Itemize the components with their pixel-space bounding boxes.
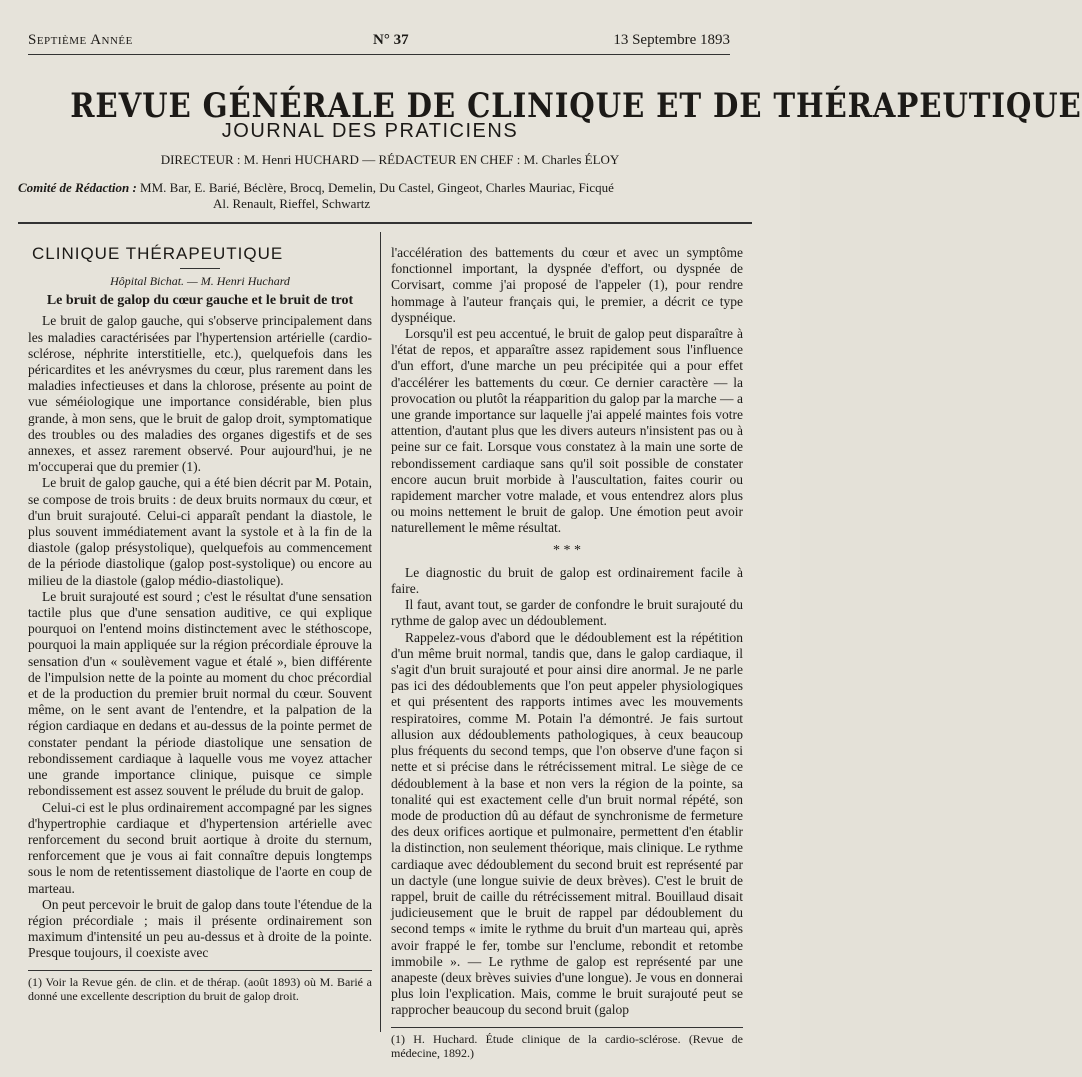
- section-stars: * * *: [553, 542, 581, 558]
- editorial-committee: [18, 180, 760, 212]
- journal-title: REVUE GÉNÉRALE DE CLINIQUE ET DE THÉRAPEUTIQUE: [70, 86, 1082, 126]
- committee-members-2: Al. Renault, Rieffel, Schwartz: [213, 196, 371, 211]
- footnote-left: (1) Voir la Revue gén. de clin. et de thérap. (août 1893) où M. Barié a donné une excellente description du bruit de galop droit.: [28, 974, 372, 1003]
- paragraph: On peut percevoir le bruit de galop dans toute l'étendue de la région précordiale ; mais il présente ordinairement son maximum d'intensité un peu au-dessus et à droite de la pointe. Presque toujours, il coexiste avec: [28, 896, 372, 961]
- paragraph: Il faut, avant tout, se garder de confondre le bruit surajouté du rythme de galop avec un dédoublement.: [391, 597, 743, 629]
- footnote-rule: [391, 1027, 743, 1028]
- rubric-rule: [180, 268, 220, 269]
- paragraph: Celui-ci est le plus ordinairement accompagné par les signes d'hypertrophie cardiaque et d'hypertension artérielle avec renforcement du second bruit aortique à droite du sternum, renforcement que je vous ai fait connaître depuis longtemps sous le nom de retentissement diastolique de l'aorte en coup de marteau.: [28, 799, 372, 896]
- paragraph: Lorsqu'il est peu accentué, le bruit de galop peut disparaître à l'état de repos, et apparaître assez rapidement sous l'influence d'un effort, d'une marche un peu précipitée qui a pour effet d'accélérer les battements du cœur. Ce dernier caractère — la provocation ou plutôt la réapparition du galop par la marche — a une grande importance sur laquelle j'ai appelé maintes fois votre attention, d'autant plus que les divers auteurs n'insistent pas ou à peine sur ce fait. Lorsque vous constatez à la main une sorte de rebondissement cardiaque sans qu'il soit possible de constater encore aucun bruit morbide à l'auscultation, faites courir ou rapidement marcher votre malade, et vous entendrez alors plus ou moins nettement le bruit de galop. Une émotion peut avoir naturellement le même résultat.: [391, 326, 743, 536]
- footnote-right: (1) H. Huchard. Étude clinique de la cardio-sclérose. (Revue de médecine, 1892.): [391, 1031, 743, 1060]
- paragraph: Le bruit de galop gauche, qui a été bien décrit par M. Potain, se compose de trois bruits : de deux bruits normaux du cœur, et d'un bruit surajouté. Celui-ci apparaît pendant la diastole, le plus souvent immédiatement avant la systole et à la fin de la diastole (galop présystolique), quelquefois au commencement de la période diastolique (galop post-systolique) ou encore au milieu de la diastole (galop médio-diastolique).: [28, 475, 372, 588]
- paragraph: l'accélération des battements du cœur et avec un symptôme fonctionnel important, la dyspnée d'effort, ou dyspnée de Corvisart, comme j'ai proposé de l'appeler (1), pour rendre hommage à l'auteur français qui, le premier, a décrit ce type dyspnéique.: [391, 245, 743, 325]
- left-column: [28, 240, 372, 1003]
- committee-members-1: MM. Bar, E. Barié, Béclère, Brocq, Demelin, Du Castel, Gingeot, Charles Mauriac, Ficqué: [140, 180, 614, 195]
- paragraph: Rappelez-vous d'abord que le dédoublement est la répétition d'un même bruit normal, tandis que, dans le galop cardiaque, il s'agit d'un bruit surajouté et pour ainsi dire anormal. Je ne parle pas ici des dédoublements que l'on peut appeler physiologiques et qui présentent des rapports intimes avec les mouvements respiratoires, comme M. Potain l'a démontré. Je fais surtout allusion aux dédoublements pathologiques, à ceux beaucoup plus fréquents du second temps, que l'on observe d'une façon si nette et si précise dans le rétrécissement mitral. Le siège de ce dédoublement à la base et non vers la région de la pointe, sa tonalité qui est exactement celle d'un bruit normal répété, son mode de production dû au défaut de synchronisme de fermeture des deux orifices aortique et pulmonaire, permettent d'en établir la distinction, non seulement théorique, mais clinique. Le rythme cardiaque avec dédoublement du second bruit est représenté par un dactyle (une longue suivie de deux brèves). C'est le bruit de rappel, bruit de caille du rétrécissement mitral. Bouillaud disait judicieusement que le bruit de rappel par dédoublement du second temps « imite le rythme du bruit d'un marteau qui, après avoir frappé le fer, tombe sur l'enclume, rebondit et retombe immobile ». — Le rythme de galop est représenté par une anapeste (deux brèves suivies d'une longue). Je vous en donnerai plus loin l'explication. Mais, comme le bruit surajouté peut se rapprocher beaucoup du second bruit (galop: [391, 629, 743, 1018]
- paragraph: Le bruit surajouté est sourd ; c'est le résultat d'une sensation tactile plus que d'une sensation auditive, ce qui explique pourquoi on l'entend moins distinctement avec le stéthoscope, pourquoi la main appliquée sur la région précordiale éprouve la sensation d'un « soulèvement vague et étalé », bien différente de l'impulsion nette de la pointe au moment du choc précordial et de la production du premier bruit normal du cœur. Souvent même, on le sent avant de l'entendre, et la palpation de la région cardiaque en dedans et au-dessus de la pointe permet de constater pendant la période diastolique une sensation de rebondissement cardiaque à laquelle vous me voyez attacher une grande importance clinique, puisque ce simple rebondissement est assez souvent le prélude du bruit de galop.: [28, 588, 372, 799]
- right-column: [391, 245, 743, 1060]
- footnote-rule: [28, 970, 372, 971]
- header-rule: [28, 54, 730, 55]
- paragraph: Le bruit de galop gauche, qui s'observe principalement dans les maladies caractérisées par l'hypertension artérielle (cardio-sclérose, néphrite interstitielle, etc.), quelquefois dans les péricardites et les anévrysmes du cœur, plus rarement dans les maladies infectieuses et dans la chlorose, présente au point de vue séméiologique une importance considérable, bien plus grande, à mon sens, que le bruit de galop droit, symptomatique des troubles ou des maladies des organes digestifs et de ses annexes, et assez rarement observé. Pour aujourd'hui, je ne m'occuperai que du premier (1).: [28, 313, 372, 475]
- article-byline: Hôpital Bichat. — M. Henri Huchard: [110, 274, 290, 289]
- journal-subtitle: JOURNAL DES PRATICIENS: [221, 120, 519, 142]
- masthead-rule: [18, 222, 752, 224]
- paragraph: Le diagnostic du bruit de galop est ordinairement facile à faire.: [391, 564, 743, 597]
- column-divider: [380, 232, 381, 1032]
- director-line: DIRECTEUR : M. Henri HUCHARD — RÉDACTEUR EN CHEF : M. Charles ÉLOY: [160, 152, 620, 167]
- section-rubric: CLINIQUE THÉRAPEUTIQUE: [32, 244, 284, 263]
- article-title: Le bruit de galop du cœur gauche et le bruit de trot: [46, 293, 354, 309]
- issue-number: N° 37: [373, 32, 409, 48]
- issue-date: 13 Septembre 1893: [613, 32, 730, 48]
- running-header: [28, 32, 730, 52]
- volume-label: Septième Année: [28, 32, 133, 48]
- committee-label: Comité de Rédaction :: [18, 180, 137, 195]
